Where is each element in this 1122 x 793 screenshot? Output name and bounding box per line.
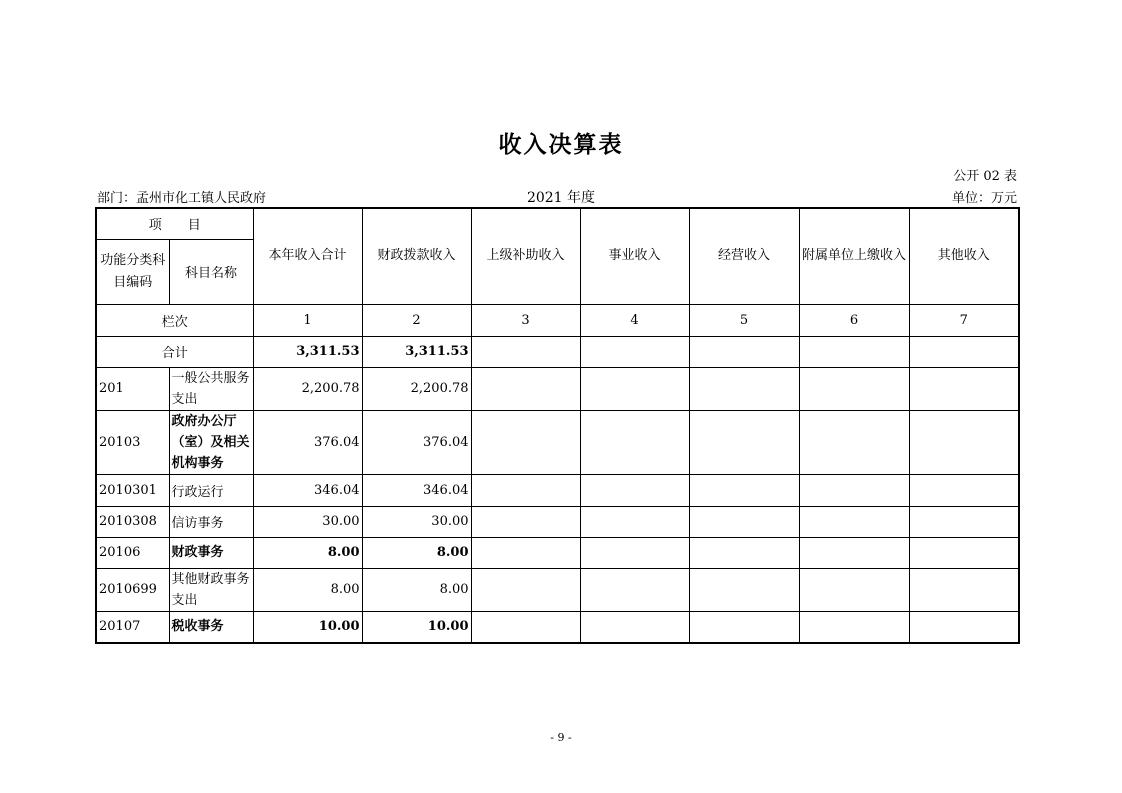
column-number: 5 [689, 304, 799, 336]
total-value [909, 336, 1019, 367]
header-col-7: 其他收入 [909, 208, 1019, 304]
row-name: 财政事务 [169, 537, 253, 568]
header-col-1: 本年收入合计 [253, 208, 362, 304]
column-number-row [96, 304, 1019, 336]
row-value [909, 506, 1019, 537]
total-value: 3,311.53 [253, 336, 362, 367]
row-value [689, 506, 799, 537]
total-value: 3,311.53 [362, 336, 471, 367]
row-value: 8.00 [362, 568, 471, 611]
total-row [96, 336, 1019, 367]
header-col-2: 财政拨款收入 [362, 208, 471, 304]
row-value [909, 410, 1019, 474]
row-value [471, 537, 580, 568]
year-label: 2021 年度 [526, 190, 596, 206]
row-value [580, 537, 689, 568]
row-value [580, 611, 689, 643]
row-value [689, 611, 799, 643]
row-value [580, 568, 689, 611]
row-code: 2010308 [96, 506, 169, 537]
table-row [96, 367, 1019, 410]
row-value: 8.00 [253, 537, 362, 568]
table-row [96, 474, 1019, 506]
page-number: - 9 - [550, 731, 572, 744]
row-name: 政府办公厅（室）及相关机构事务 [169, 410, 253, 474]
row-value [909, 537, 1019, 568]
row-value: 8.00 [362, 537, 471, 568]
header-name: 科目名称 [169, 239, 253, 304]
table-row [96, 506, 1019, 537]
row-value: 2,200.78 [253, 367, 362, 410]
row-code: 2010699 [96, 568, 169, 611]
table-row [96, 410, 1019, 474]
table-row [96, 537, 1019, 568]
row-value: 376.04 [253, 410, 362, 474]
row-value [799, 367, 909, 410]
total-value [471, 336, 580, 367]
row-value: 346.04 [253, 474, 362, 506]
row-code: 20107 [96, 611, 169, 643]
row-value: 10.00 [253, 611, 362, 643]
row-code: 2010301 [96, 474, 169, 506]
row-value [799, 506, 909, 537]
row-value [471, 474, 580, 506]
table-row [96, 611, 1019, 643]
header-col-6: 附属单位上缴收入 [799, 208, 909, 304]
column-number: 7 [909, 304, 1019, 336]
row-value [580, 410, 689, 474]
department-label: 部门：孟州市化工镇人民政府 [97, 191, 267, 206]
row-value: 346.04 [362, 474, 471, 506]
income-table [95, 207, 1020, 644]
row-value [799, 537, 909, 568]
row-value [909, 367, 1019, 410]
column-number: 1 [253, 304, 362, 336]
row-value [471, 611, 580, 643]
row-value [909, 474, 1019, 506]
row-value: 30.00 [362, 506, 471, 537]
row-value: 10.00 [362, 611, 471, 643]
row-code: 20103 [96, 410, 169, 474]
header-col-3: 上级补助收入 [471, 208, 580, 304]
row-value [799, 568, 909, 611]
row-value [471, 367, 580, 410]
column-number: 6 [799, 304, 909, 336]
row-value [471, 410, 580, 474]
row-value [799, 474, 909, 506]
row-name: 其他财政事务支出 [169, 568, 253, 611]
column-number: 4 [580, 304, 689, 336]
page-title: 收入决算表 [498, 132, 624, 158]
row-value [689, 474, 799, 506]
row-value [909, 568, 1019, 611]
total-value [580, 336, 689, 367]
column-number-label: 栏次 [96, 304, 253, 336]
row-value: 376.04 [362, 410, 471, 474]
row-name: 行政运行 [169, 474, 253, 506]
row-value [689, 367, 799, 410]
row-value [689, 537, 799, 568]
header-code: 功能分类科目编码 [96, 239, 169, 304]
row-value [580, 506, 689, 537]
form-number: 公开 02 表 [953, 169, 1017, 184]
row-value [689, 568, 799, 611]
total-label: 合计 [96, 336, 253, 367]
unit-label: 单位：万元 [951, 191, 1017, 206]
table-row [96, 568, 1019, 611]
row-value [580, 474, 689, 506]
row-value [799, 611, 909, 643]
row-name: 税收事务 [169, 611, 253, 643]
row-value: 2,200.78 [362, 367, 471, 410]
column-number: 3 [471, 304, 580, 336]
row-name: 信访事务 [169, 506, 253, 537]
row-value [909, 611, 1019, 643]
row-value [471, 568, 580, 611]
row-value [471, 506, 580, 537]
header-col-4: 事业收入 [580, 208, 689, 304]
row-code: 201 [96, 367, 169, 410]
row-code: 20106 [96, 537, 169, 568]
header-item: 项 目 [96, 208, 253, 239]
row-value [580, 367, 689, 410]
header-row-1 [96, 208, 1019, 239]
row-value: 8.00 [253, 568, 362, 611]
row-value [689, 410, 799, 474]
total-value [799, 336, 909, 367]
total-value [689, 336, 799, 367]
row-value: 30.00 [253, 506, 362, 537]
row-value [799, 410, 909, 474]
header-col-5: 经营收入 [689, 208, 799, 304]
row-name: 一般公共服务支出 [169, 367, 253, 410]
column-number: 2 [362, 304, 471, 336]
